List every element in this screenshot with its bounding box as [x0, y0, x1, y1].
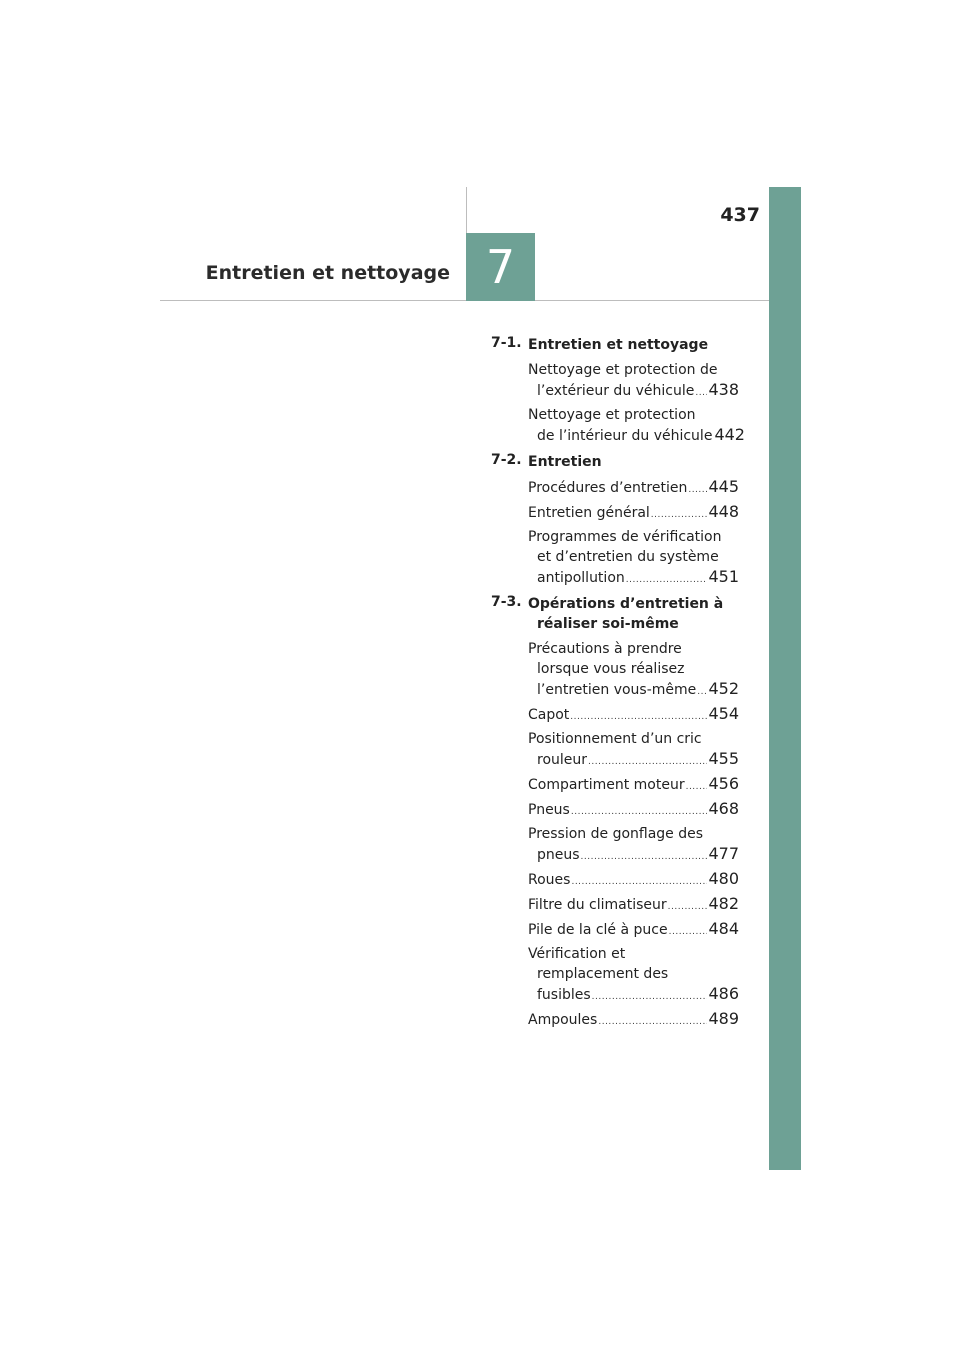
- chapter-title: Entretien et nettoyage: [205, 262, 450, 284]
- dot-leader: [651, 505, 708, 525]
- entry-text: Capot: [528, 707, 570, 723]
- entry-text: et d’entretien du système: [537, 549, 719, 565]
- entry-text: Procédures d’entretien: [528, 480, 688, 496]
- entry-text: de l’intérieur du véhicule: [537, 428, 713, 444]
- page-ref: 451: [708, 567, 739, 586]
- dot-leader: [669, 922, 708, 942]
- page-ref: 486: [708, 984, 739, 1003]
- page-ref: 456: [708, 774, 739, 793]
- entry-text: Roues: [528, 872, 571, 888]
- toc-entry[interactable]: [528, 824, 739, 867]
- section-number: 7-2.: [491, 452, 522, 468]
- toc-entry[interactable]: [528, 477, 739, 500]
- page-ref: 442: [714, 425, 745, 444]
- entry-text: remplacement des: [537, 966, 669, 982]
- entry-text: lorsque vous réalisez: [537, 661, 685, 677]
- entry-text: pneus: [537, 847, 580, 863]
- page-ref: 454: [708, 704, 739, 723]
- dot-leader: [697, 682, 707, 702]
- entry-text: Compartiment moteur: [528, 777, 685, 793]
- page-ref: 438: [708, 380, 739, 399]
- toc-entry[interactable]: [528, 774, 739, 797]
- section-title: réaliser soi-même: [537, 616, 679, 632]
- entry-text: Nettoyage et protection de: [528, 362, 718, 378]
- entry-text: Entretien général: [528, 505, 650, 521]
- entry-text: Vérification et: [528, 946, 626, 962]
- page-number: 437: [720, 204, 760, 226]
- toc-entry[interactable]: [528, 944, 739, 1007]
- section-title: Entretien et nettoyage: [528, 337, 709, 353]
- page-ref: 480: [708, 869, 739, 888]
- header-divider-horizontal: [160, 300, 769, 301]
- toc-entry[interactable]: [528, 360, 739, 403]
- page-ref: 455: [708, 749, 739, 768]
- dot-leader: [581, 847, 708, 867]
- toc-entry[interactable]: [528, 405, 745, 448]
- toc-entry[interactable]: [528, 729, 739, 772]
- page-ref: 445: [708, 477, 739, 496]
- dot-leader: [570, 707, 707, 727]
- entry-text: Programmes de vérification: [528, 529, 722, 545]
- toc-entry[interactable]: [528, 919, 739, 942]
- toc-entry[interactable]: [528, 1009, 739, 1032]
- side-tab: [769, 187, 801, 1170]
- entry-text: Pneus: [528, 802, 570, 818]
- toc-entry[interactable]: [528, 799, 739, 822]
- entry-text: Ampoules: [528, 1012, 598, 1028]
- entry-text: antipollution: [537, 570, 625, 586]
- chapter-number-badge: 7: [466, 233, 535, 301]
- toc-entry[interactable]: [528, 894, 739, 917]
- dot-leader: [588, 752, 707, 772]
- toc-entry[interactable]: [528, 502, 739, 525]
- toc-entry[interactable]: [528, 527, 739, 590]
- entry-text: Positionnement d’un cric: [528, 731, 702, 747]
- dot-leader: [592, 987, 708, 1007]
- dot-leader: [686, 777, 708, 797]
- dot-leader: [598, 1012, 707, 1032]
- entry-text: l’extérieur du véhicule: [537, 383, 695, 399]
- section-number: 7-1.: [491, 335, 522, 351]
- entry-text: rouleur: [537, 752, 588, 768]
- toc-entry[interactable]: [528, 704, 739, 727]
- page-ref: 452: [708, 679, 739, 698]
- entry-text: Nettoyage et protection: [528, 407, 696, 423]
- entry-text: Précautions à prendre: [528, 641, 682, 657]
- page-ref: 477: [708, 844, 739, 863]
- entry-text: l’entretien vous-même: [537, 682, 697, 698]
- entry-text: Pile de la clé à puce: [528, 922, 668, 938]
- page-ref: 489: [708, 1009, 739, 1028]
- section-number: 7-3.: [491, 594, 522, 610]
- page-ref: 468: [708, 799, 739, 818]
- page-ref: 448: [708, 502, 739, 521]
- dot-leader: [688, 480, 707, 500]
- entry-text: fusibles: [537, 987, 591, 1003]
- dot-leader: [571, 872, 707, 892]
- dot-leader: [571, 802, 708, 822]
- entry-text: Pression de gonflage des: [528, 826, 704, 842]
- toc-entry[interactable]: [528, 639, 739, 702]
- header-divider-vertical: [466, 187, 467, 233]
- section-title: Opérations d’entretien à: [528, 596, 724, 612]
- dot-leader: [626, 570, 708, 590]
- dot-leader: [695, 383, 707, 403]
- page-ref: 482: [708, 894, 739, 913]
- dot-leader: [668, 897, 708, 917]
- page-ref: 484: [708, 919, 739, 938]
- toc-entry[interactable]: [528, 869, 739, 892]
- section-title: Entretien: [528, 454, 602, 470]
- entry-text: Filtre du climatiseur: [528, 897, 667, 913]
